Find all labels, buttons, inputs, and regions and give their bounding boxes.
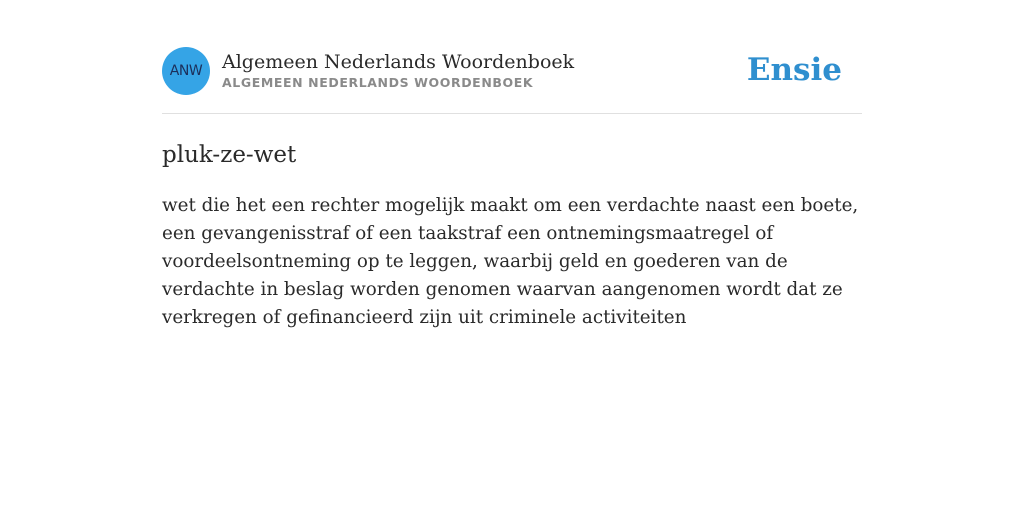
- header: [162, 46, 862, 96]
- source-subtitle: ALGEMEEN NEDERLANDS WOORDENBOEK: [222, 74, 534, 90]
- ensie-brand-logo[interactable]: Ensie: [746, 52, 842, 88]
- entry-term: pluk-ze-wet: [162, 142, 297, 168]
- source-block: [222, 52, 574, 91]
- source-title[interactable]: Algemeen Nederlands Woordenboek: [222, 50, 575, 73]
- anw-logo[interactable]: ANW: [162, 47, 210, 95]
- page: [162, 0, 862, 332]
- entry-definition: wet die het een rechter mogelijk maakt om een verdachte naast een boete, een gevangenisstraf of een taakstraf een ontnemingsmaatregel of voordeelsontneming op te leggen, waarbij geld en goederen van de verdachte in beslag worden genomen waarvan aangenomen wordt dat ze verkregen of gefinancieerd zijn uit criminele activiteiten: [162, 195, 859, 328]
- divider: [162, 113, 862, 114]
